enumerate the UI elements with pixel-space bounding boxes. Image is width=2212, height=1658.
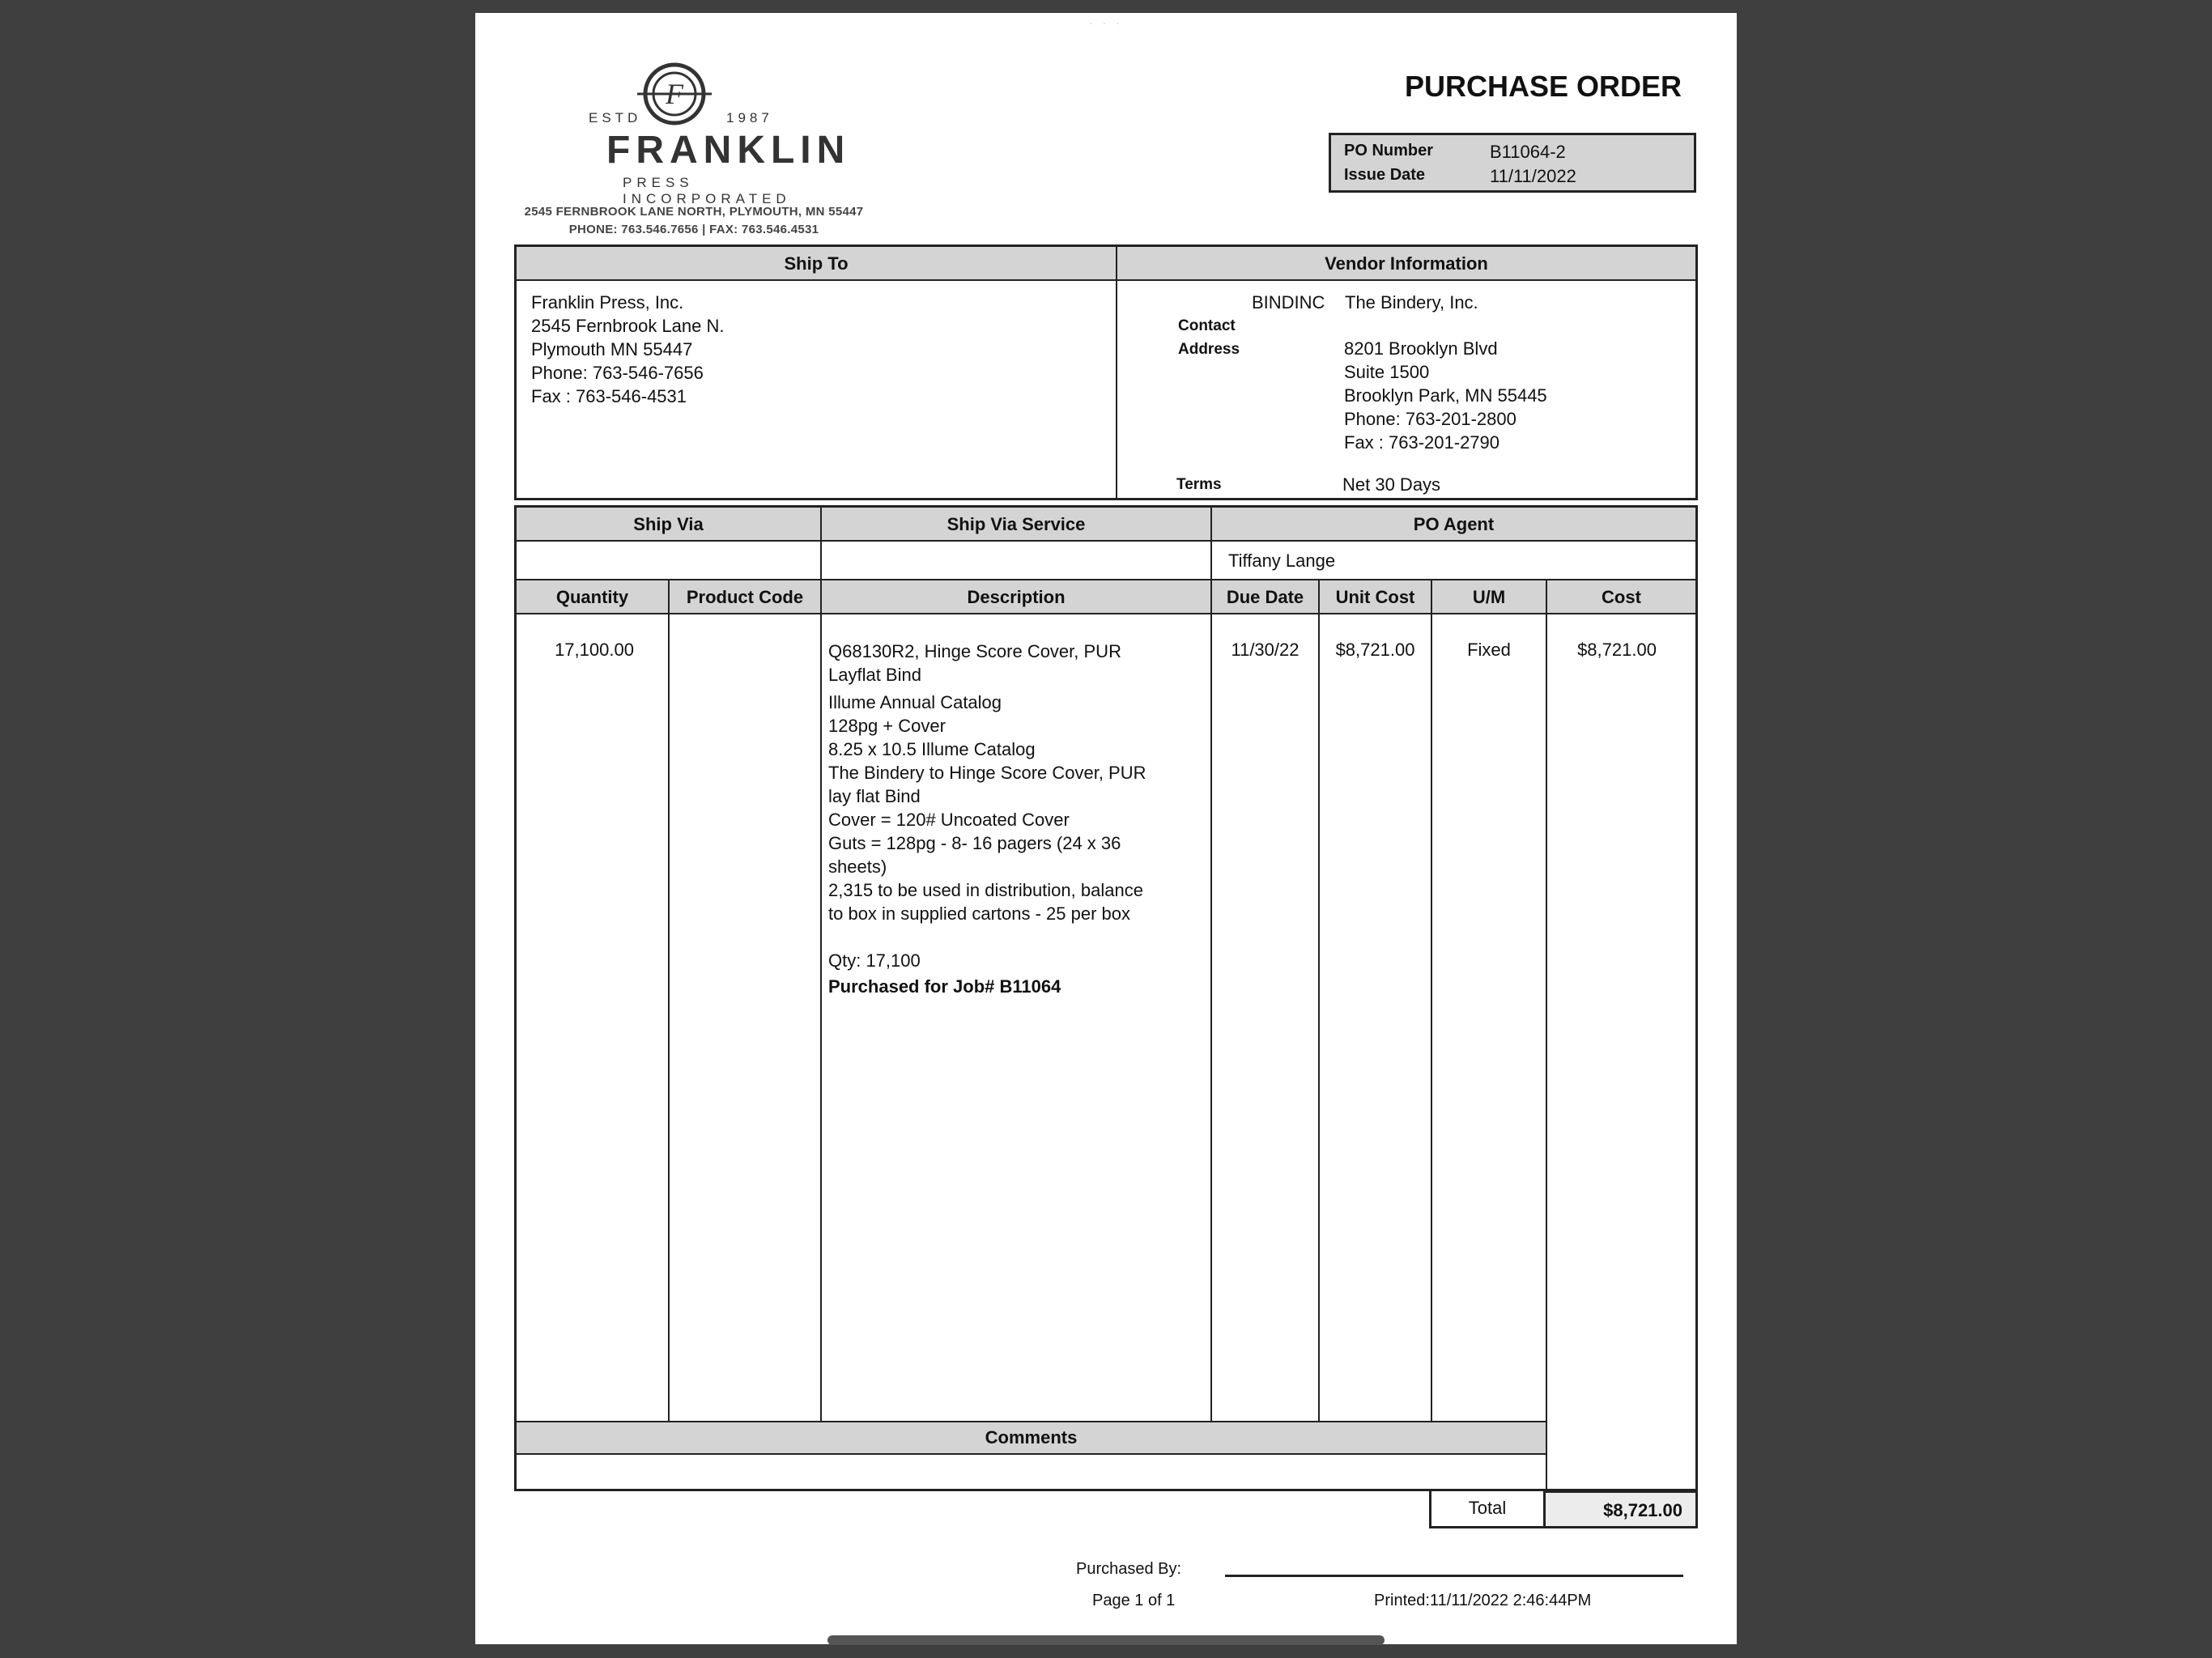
description-line: Cover = 120# Uncoated Cover — [828, 810, 1070, 830]
issue-date-label: Issue Date — [1344, 166, 1426, 184]
item-description — [828, 640, 1206, 998]
company-logo — [524, 47, 864, 249]
vendor-terms-label: Terms — [1176, 476, 1222, 493]
po-agent-header: PO Agent — [1413, 514, 1495, 534]
ship-to-line: Plymouth MN 55447 — [531, 339, 693, 359]
logo-wordmark: FRANKLIN — [606, 129, 851, 172]
col-header-um: U/M — [1472, 587, 1506, 607]
divider — [820, 508, 822, 579]
home-indicator[interactable] — [827, 1635, 1385, 1645]
col-header-due-date: Due Date — [1226, 587, 1304, 607]
col-header-unit-cost: Unit Cost — [1335, 587, 1415, 607]
ship-to-line: Phone: 763-546-7656 — [531, 363, 704, 383]
description-line: Q68130R2, Hinge Score Cover, PUR — [828, 641, 1121, 661]
purchased-by-label: Purchased By: — [1076, 1560, 1182, 1578]
ship-via-service-header: Ship Via Service — [946, 514, 1086, 534]
ship-vendor-section — [514, 244, 1698, 500]
vendor-address-label: Address — [1178, 341, 1240, 358]
ship-to-address — [531, 291, 725, 408]
description-line: 128pg + Cover — [828, 716, 946, 736]
item-due-date: 11/30/22 — [1231, 640, 1300, 660]
description-line: Layflat Bind — [828, 665, 921, 685]
vendor-address-line: 8201 Brooklyn Blvd — [1344, 338, 1498, 359]
item-cost: $8,721.00 — [1577, 640, 1657, 660]
col-header-product-code: Product Code — [686, 587, 804, 607]
item-quantity: 17,100.00 — [555, 640, 634, 660]
description-line: 2,315 to be used in distribution, balance — [828, 880, 1143, 900]
logo-estd: ESTD — [589, 110, 642, 125]
divider — [820, 579, 822, 1421]
document-page — [475, 13, 1737, 1644]
description-line: to box in supplied cartons - 25 per box — [828, 903, 1131, 924]
comments-header: Comments — [517, 1421, 1547, 1455]
vendor-name: The Bindery, Inc. — [1345, 292, 1478, 312]
vendor-address-line: Brooklyn Park, MN 55445 — [1344, 385, 1547, 406]
total-value: $8,721.00 — [1543, 1491, 1698, 1528]
description-line: sheets) — [828, 857, 887, 877]
divider — [668, 579, 670, 1421]
signature-line — [1225, 1575, 1683, 1577]
vendor-address-line: Fax : 763-201-2790 — [1344, 432, 1500, 453]
ship-to-line: Franklin Press, Inc. — [531, 292, 684, 312]
item-um: Fixed — [1467, 640, 1511, 660]
vendor-terms: Net 30 Days — [1342, 474, 1441, 495]
logo-address: 2545 FERNBROOK LANE NORTH, PLYMOUTH, MN 55447 — [524, 205, 864, 219]
grab-handle[interactable]: · · · — [1089, 16, 1123, 29]
ship-to-line: Fax : 763-546-4531 — [531, 386, 687, 406]
col-header-cost: Cost — [1602, 587, 1641, 607]
document-title: PURCHASE ORDER — [1405, 70, 1682, 103]
po-number-label: PO Number — [1344, 142, 1434, 159]
vendor-code: BINDINC — [1252, 292, 1325, 312]
description-line: Guts = 128pg - 8- 16 pagers (24 x 36 — [828, 833, 1121, 853]
printed-timestamp: Printed:11/11/2022 2:46:44PM — [1374, 1592, 1592, 1609]
po-number: B11064-2 — [1490, 142, 1566, 162]
po-agent-value: Tiffany Lange — [1228, 551, 1336, 571]
franklin-emblem-icon — [636, 62, 713, 130]
description-job-line: Purchased for Job# B11064 — [828, 976, 1061, 997]
vendor-address — [1344, 337, 1547, 454]
divider — [1318, 579, 1320, 1421]
divider — [1546, 579, 1547, 1489]
description-line: The Bindery to Hinge Score Cover, PUR — [828, 763, 1146, 783]
vendor-info-header: Vendor Information — [1325, 253, 1488, 274]
vendor-address-line: Suite 1500 — [1344, 362, 1430, 382]
divider — [1210, 508, 1212, 579]
logo-subtitle: PRESS INCORPORATED — [623, 175, 791, 206]
description-line: Illume Annual Catalog — [828, 692, 1002, 712]
items-section — [514, 505, 1698, 1491]
divider — [1431, 579, 1432, 1421]
item-unit-cost: $8,721.00 — [1335, 640, 1415, 660]
logo-year: 1987 — [726, 110, 773, 125]
ship-via-header: Ship Via — [633, 514, 704, 534]
ship-to-line: 2545 Fernbrook Lane N. — [531, 316, 725, 336]
divider — [1116, 247, 1117, 498]
ship-to-header: Ship To — [784, 253, 849, 274]
page-number: Page 1 of 1 — [1092, 1592, 1176, 1609]
vendor-address-line: Phone: 763-201-2800 — [1344, 409, 1516, 429]
po-info-box — [1329, 133, 1696, 193]
col-header-description: Description — [967, 587, 1066, 607]
description-line: Qty: 17,100 — [828, 950, 921, 971]
vendor-contact-label: Contact — [1178, 317, 1236, 334]
total-label: Total — [1429, 1491, 1546, 1528]
description-line: 8.25 x 10.5 Illume Catalog — [828, 739, 1036, 759]
logo-phone: PHONE: 763.546.7656 | FAX: 763.546.4531 — [568, 223, 819, 236]
issue-date: 11/11/2022 — [1490, 166, 1576, 186]
svg-text:F: F — [666, 78, 683, 110]
divider — [1210, 579, 1212, 1421]
col-header-quantity: Quantity — [555, 587, 629, 607]
description-line: lay flat Bind — [828, 786, 921, 806]
